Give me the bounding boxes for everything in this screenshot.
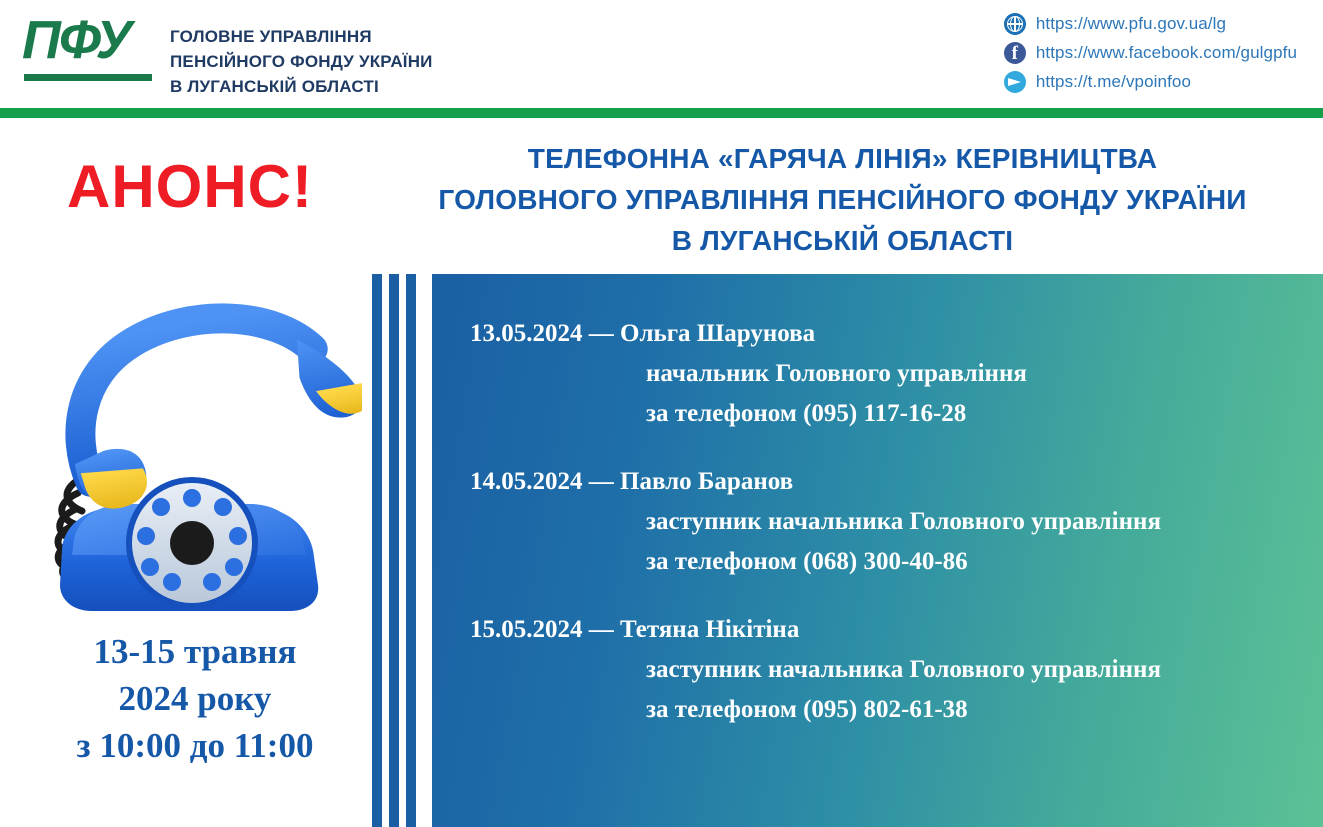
header-divider-stripe [0, 108, 1323, 118]
link-row-telegram[interactable] [1004, 70, 1297, 94]
event-dates [10, 628, 380, 769]
schedule-date-name: 13.05.2024 — Ольга Шарунова [470, 320, 816, 347]
schedule-phone: за телефоном (095) 802-61-38 [646, 696, 968, 723]
website-url[interactable]: https://www.pfu.gov.ua/lg [1035, 14, 1227, 33]
event-dates-line-1: 13-15 травня [93, 632, 297, 671]
announcement-title: АНОНС! [67, 153, 313, 220]
organization-logo [22, 12, 433, 99]
poster-body [0, 118, 1323, 827]
facebook-icon [1004, 42, 1026, 64]
schedule-position: заступник начальника Головного управління [646, 656, 1161, 683]
list-item [470, 462, 1303, 582]
contact-links [1004, 12, 1297, 94]
organization-name [170, 24, 433, 99]
page-title-line-3: В ЛУГАНСЬКІЙ ОБЛАСТІ [671, 225, 1014, 256]
logo-underline [24, 74, 152, 81]
decorative-bar [389, 274, 399, 827]
schedule-date-name: 15.05.2024 — Тетяна Нікітіна [470, 616, 800, 643]
schedule-position: заступник начальника Головного управління [646, 508, 1161, 535]
schedule-date-name: 14.05.2024 — Павло Баранов [470, 468, 794, 495]
decorative-bar [372, 274, 382, 827]
schedule-phone: за телефоном (068) 300-40-86 [646, 548, 968, 575]
facebook-url[interactable]: https://www.facebook.com/gulgpfu [1035, 43, 1297, 62]
pfu-logo-text: ПФУ [22, 10, 131, 70]
schedule-position: начальник Головного управління [646, 360, 1027, 387]
decorative-bar [406, 274, 416, 827]
page-header [0, 0, 1323, 108]
globe-icon [1004, 13, 1026, 35]
organization-name-line-2: ПЕНСІЙНОГО ФОНДУ УКРАЇНИ [170, 52, 433, 71]
decorative-bars [372, 274, 416, 827]
telegram-icon [1004, 71, 1026, 93]
list-item [470, 610, 1303, 730]
pfu-logo-icon [22, 12, 154, 90]
link-row-facebook[interactable] [1004, 41, 1297, 65]
event-dates-line-2: 2024 року [118, 679, 272, 718]
page-title [380, 138, 1305, 261]
schedule-panel [432, 274, 1323, 827]
globe-equator [1007, 23, 1023, 25]
page-title-line-1: ТЕЛЕФОННА «ГАРЯЧА ЛІНІЯ» КЕРІВНИЦТВА [527, 143, 1158, 174]
link-row-website[interactable] [1004, 12, 1297, 36]
list-item [470, 314, 1303, 434]
schedule-list [470, 314, 1303, 730]
telegram-url[interactable]: https://t.me/vpoinfoo [1035, 72, 1192, 91]
organization-name-line-3: В ЛУГАНСЬКІЙ ОБЛАСТІ [170, 77, 379, 96]
event-dates-line-3: з 10:00 до 11:00 [76, 726, 314, 765]
rotary-telephone-icon [22, 293, 362, 613]
schedule-phone: за телефоном (095) 117-16-28 [646, 400, 967, 427]
organization-name-line-1: ГОЛОВНЕ УПРАВЛІННЯ [170, 27, 372, 46]
page-title-line-2: ГОЛОВНОГО УПРАВЛІННЯ ПЕНСІЙНОГО ФОНДУ УКРАЇНИ [438, 184, 1247, 215]
